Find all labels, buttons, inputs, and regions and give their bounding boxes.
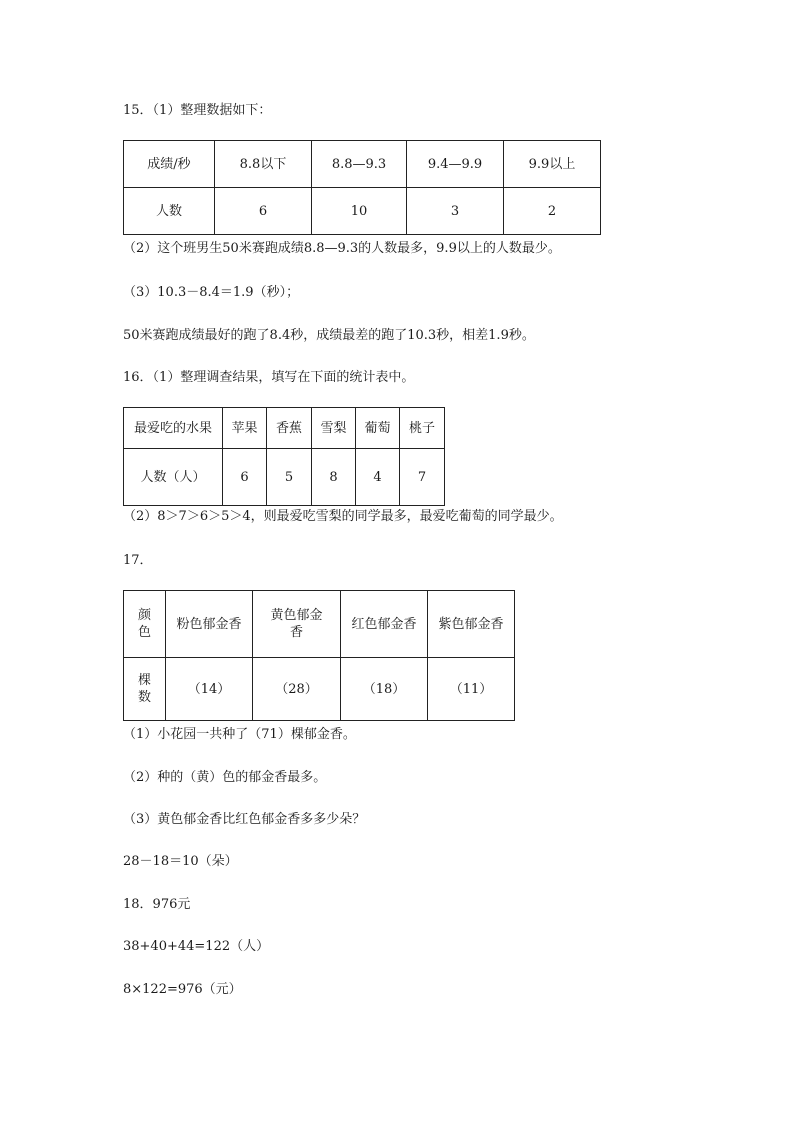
- table-cell: （11）: [428, 658, 515, 721]
- table-cell: 香蕉: [267, 408, 312, 449]
- q18-answer-2: 8×122=976（元）: [123, 982, 242, 997]
- table-cell: （14）: [166, 658, 253, 721]
- q15-heading: 15．（1）整理数据如下：: [123, 103, 272, 118]
- q18-answer-1: 38+40+44=122（人）: [123, 939, 270, 954]
- table-cell: 红色郁金香: [341, 591, 428, 658]
- table-cell: 最爱吃的水果: [124, 408, 223, 449]
- q17-answer-1: （1）小花园一共种了（71）棵郁金香。: [123, 727, 356, 742]
- table-row: [124, 658, 515, 721]
- table-cell: 雪梨: [312, 408, 356, 449]
- table-cell: 人数: [124, 188, 215, 235]
- table-cell: 2: [504, 188, 601, 235]
- q16-answer-2: （2）8＞7＞6＞5＞4，则最爱吃雪梨的同学最多，最爱吃葡萄的同学最少。: [123, 509, 563, 524]
- table-cell: 6: [215, 188, 312, 235]
- table-row: [124, 449, 445, 506]
- table-cell: 桃子: [400, 408, 445, 449]
- table-cell: 5: [267, 449, 312, 506]
- table-cell: 成绩/秒: [124, 141, 215, 188]
- q17-heading: 17．: [123, 553, 153, 568]
- q17-tulip-table: [123, 590, 515, 721]
- table-cell: 8.8—9.3: [312, 141, 407, 188]
- table-cell: 3: [407, 188, 504, 235]
- q15-answer-4: 50米赛跑成绩最好的跑了8.4秒，成绩最差的跑了10.3秒，相差1.9秒。: [123, 328, 535, 343]
- q16-heading: 16．（1）整理调查结果，填写在下面的统计表中。: [123, 370, 415, 385]
- table-cell: （18）: [341, 658, 428, 721]
- table-cell: 6: [223, 449, 267, 506]
- q15-answer-2: （2）这个班男生50米赛跑成绩8.8—9.3的人数最多，9.9以上的人数最少。: [123, 241, 561, 256]
- table-cell: 苹果: [223, 408, 267, 449]
- table-cell: 粉色郁金香: [166, 591, 253, 658]
- table-cell: 4: [356, 449, 400, 506]
- table-cell: 8.8以下: [215, 141, 312, 188]
- q15-score-table: [123, 140, 601, 235]
- table-cell: 紫色郁金香: [428, 591, 515, 658]
- q16-fruit-table: [123, 407, 445, 506]
- table-cell: （28）: [253, 658, 341, 721]
- table-row: [124, 188, 601, 235]
- q17-answer-3: （3）黄色郁金香比红色郁金香多多少朵？: [123, 812, 366, 827]
- table-header-row: [124, 408, 445, 449]
- q17-answer-4: 28－18＝10（朵）: [123, 854, 238, 869]
- table-header-row: [124, 591, 515, 658]
- table-cell: 黄色郁金香: [253, 591, 341, 658]
- table-cell: 9.4—9.9: [407, 141, 504, 188]
- table-cell: 人数（人）: [124, 449, 223, 506]
- q18-heading: 18．976元: [123, 897, 191, 912]
- table-cell: 7: [400, 449, 445, 506]
- table-header-row: [124, 141, 601, 188]
- q17-answer-2: （2）种的（黄）色的郁金香最多。: [123, 770, 327, 785]
- table-cell: 8: [312, 449, 356, 506]
- table-cell: 葡萄: [356, 408, 400, 449]
- table-cell: 颜色: [124, 591, 166, 658]
- table-cell: 10: [312, 188, 407, 235]
- table-cell: 9.9以上: [504, 141, 601, 188]
- table-cell: 棵数: [124, 658, 166, 721]
- q15-answer-3: （3）10.3－8.4＝1.9（秒）；: [123, 285, 300, 300]
